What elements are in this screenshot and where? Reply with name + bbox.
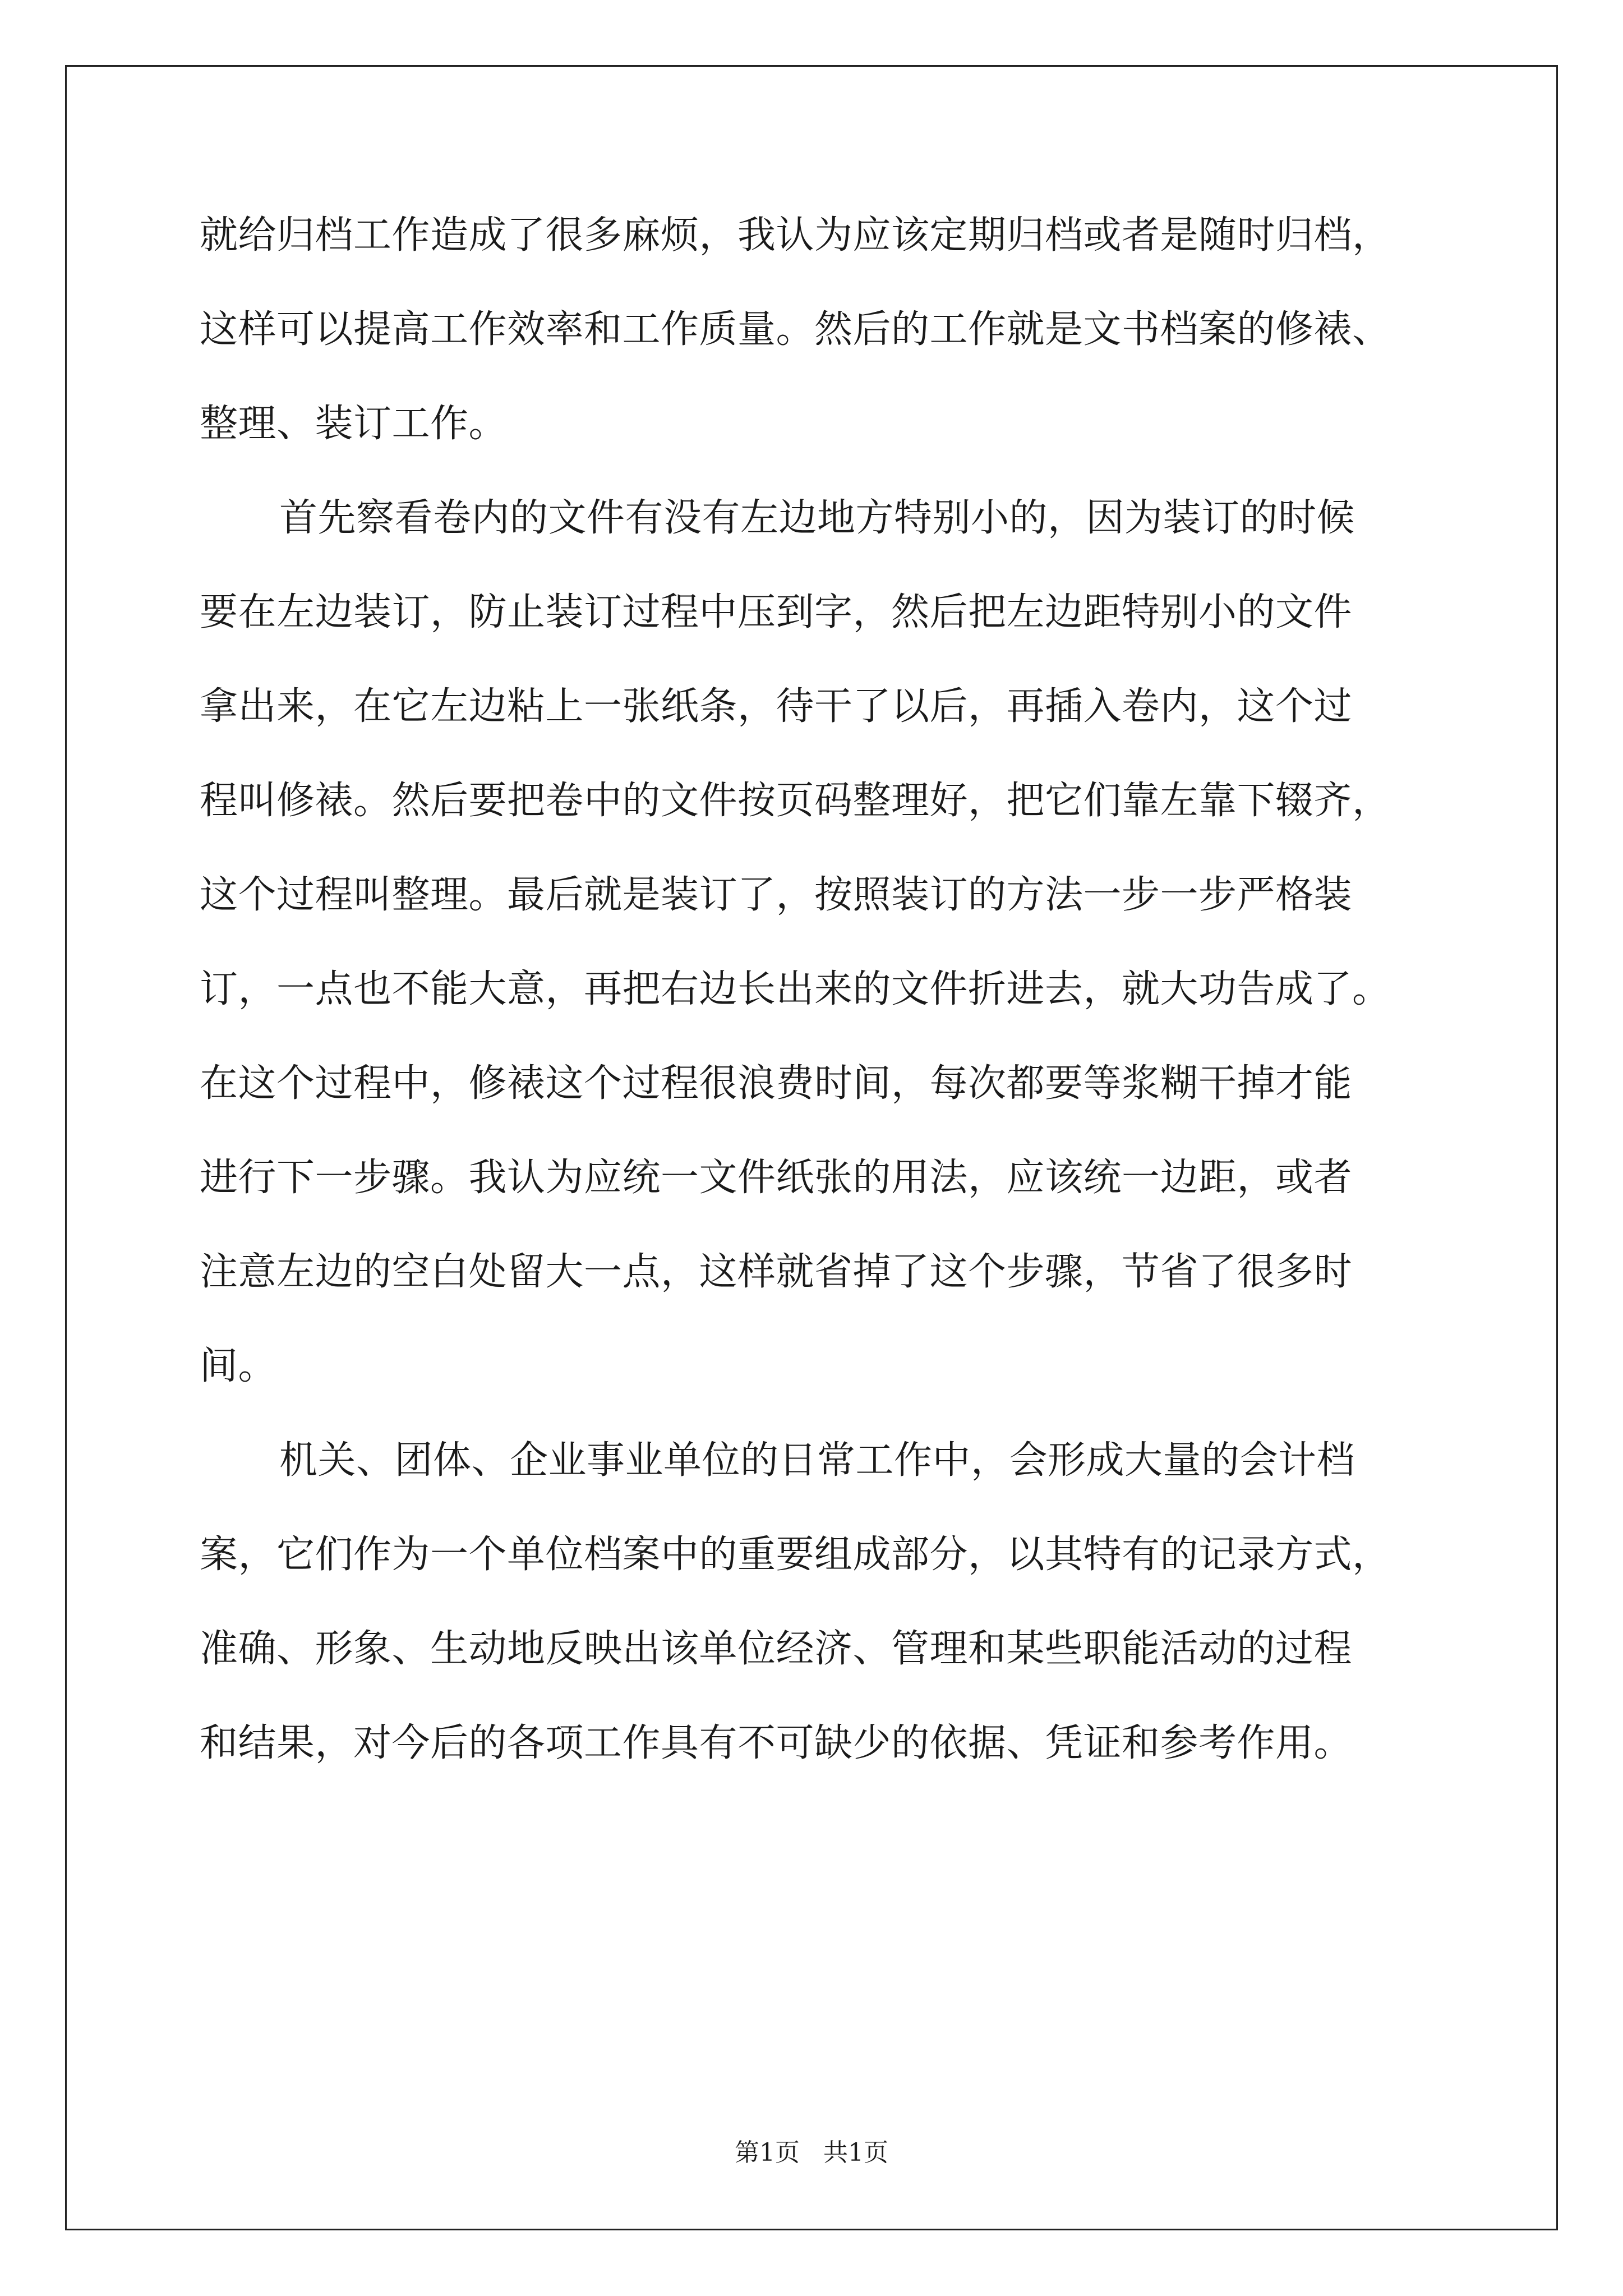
paragraph-3-line-4: 和结果，对今后的各项工作具有不可缺少的依据、凭证和参考作用。 bbox=[200, 1721, 1353, 1765]
paragraph-2-line-8: 进行下一步骤。我认为应统一文件纸张的用法，应该统一边距，或者 bbox=[200, 1156, 1353, 1200]
paragraph-2-line-4: 程叫修裱。然后要把卷中的文件按页码整理好，把它们靠左靠下辍齐， bbox=[200, 779, 1391, 823]
paragraph-2-line-7: 在这个过程中，修裱这个过程很浪费时间，每次都要等浆糊干掉才能 bbox=[200, 1061, 1353, 1106]
paragraph-2-line-3: 拿出来，在它左边粘上一张纸条，待干了以后，再插入卷内，这个过 bbox=[200, 684, 1353, 729]
paragraph-2-line-9: 注意左边的空白处留大一点，这样就省掉了这个步骤，节省了很多时 bbox=[200, 1250, 1353, 1294]
paragraph-2-line-2: 要在左边装订，防止装订过程中压到字，然后把左边距特别小的文件 bbox=[200, 590, 1353, 634]
paragraph-3-line-3: 准确、形象、生动地反映出该单位经济、管理和某些职能活动的过程 bbox=[200, 1627, 1353, 1671]
paragraph-3-line-1: 机关、团体、企业事业单位的日常工作中，会形成大量的会计档 bbox=[279, 1438, 1355, 1483]
page-footer: 第1页 共1页 bbox=[735, 2138, 888, 2167]
paragraph-1-line-1: 就给归档工作造成了很多麻烦，我认为应该定期归档或者是随时归档， bbox=[200, 213, 1391, 257]
paragraph-1-line-3: 整理、装订工作。 bbox=[200, 402, 508, 446]
paragraph-2-line-10: 间。 bbox=[200, 1344, 277, 1388]
paragraph-2-line-5: 这个过程叫整理。最后就是装订了，按照装订的方法一步一步严格装 bbox=[200, 873, 1353, 917]
paragraph-3-line-2: 案，它们作为一个单位档案中的重要组成部分，以其特有的记录方式， bbox=[200, 1533, 1391, 1577]
paragraph-1-line-2: 这样可以提高工作效率和工作质量。然后的工作就是文书档案的修裱、 bbox=[200, 307, 1391, 352]
paragraph-2-line-1: 首先察看卷内的文件有没有左边地方特别小的，因为装订的时候 bbox=[279, 496, 1355, 540]
paragraph-2-line-6: 订，一点也不能大意，再把右边长出来的文件折进去，就大功告成了。 bbox=[200, 967, 1391, 1011]
